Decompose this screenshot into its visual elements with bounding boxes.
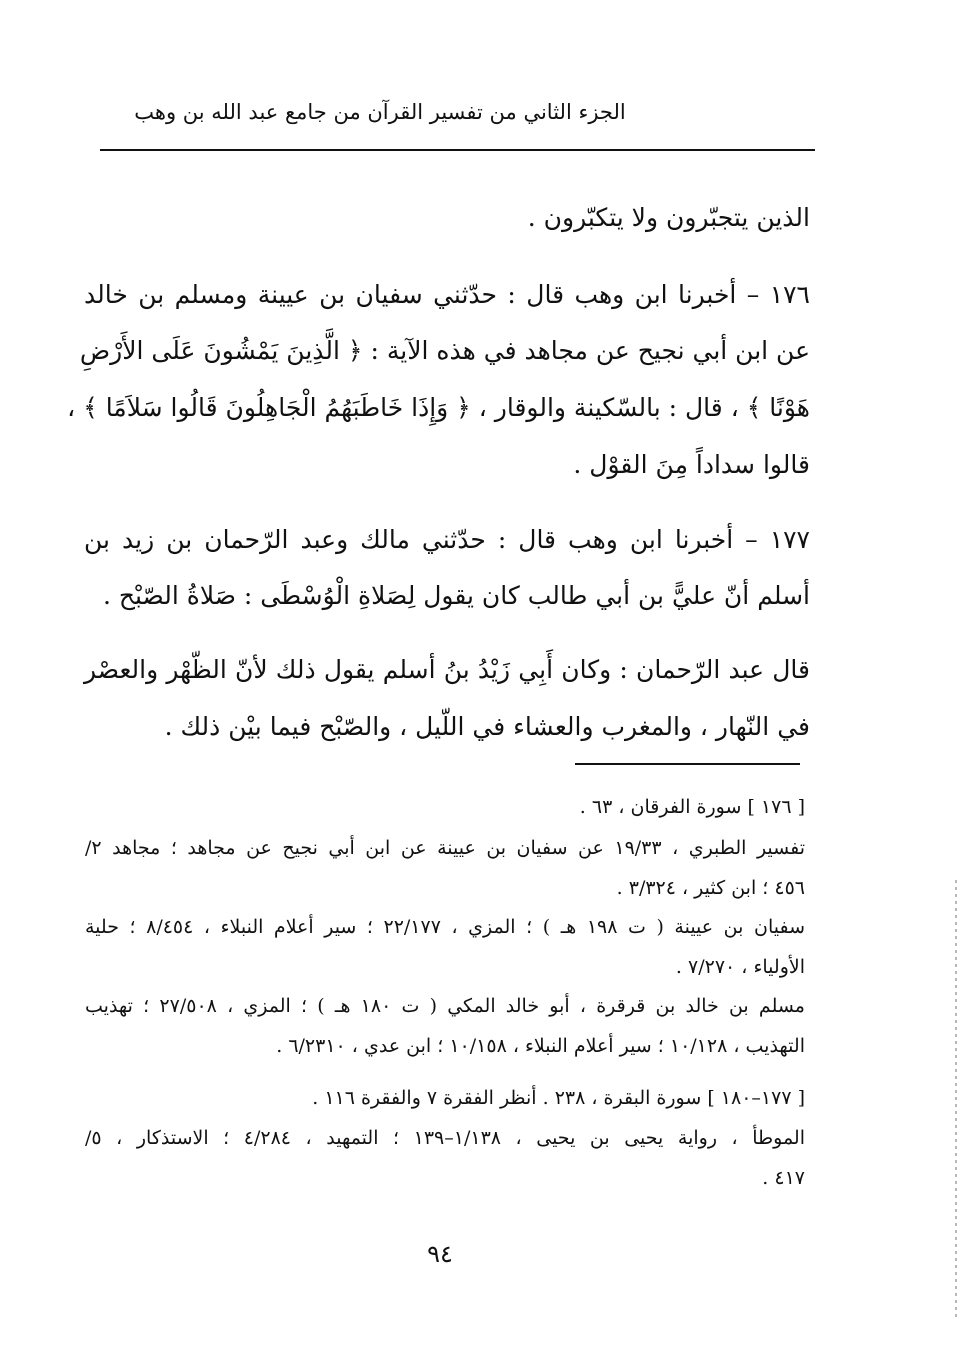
footnote-line: التهذيب ، ١٠/١٢٨ ؛ سير أعلام النبلاء ، ١٠/١٥٨ ؛ ابن عدي ، ٦/٢٣١٠ . xyxy=(276,1035,805,1057)
footnote-line: ٤١٧ . xyxy=(762,1167,805,1189)
footnote-rule xyxy=(575,763,800,765)
footnote-line: الموطأ ، رواية يحيى بن يحيى ، ١/١٣٨–١٣٩ ؛ التمهيد ، ٤/٢٨٤ ؛ الاستذكار ، ٥/ xyxy=(85,1127,806,1149)
body-line: الذين يتجبّرون ولا يتكبّرون . xyxy=(527,203,810,232)
footnote-line: ٤٥٦ ؛ ابن كثير ، ٣/٣٢٤ . xyxy=(616,877,805,899)
footnote-line: الأولياء ، ٧/٢٧٠ . xyxy=(675,956,805,978)
page-number: ٩٤ xyxy=(427,1240,453,1268)
footnote-line: [ ١٧٧–١٨٠ ] سورة البقرة ، ٢٣٨ . أنظر الفقرة ٧ والفقرة ١١٦ . xyxy=(312,1087,805,1109)
body-line: قالوا سداداً مِنَ القوْل . xyxy=(573,450,810,479)
body-line: أسلم أنّ عليًّ بن أبي طالب كان يقول لِصَلاةِ الْوُسْطَى : صَلاةُ الصّبْح . xyxy=(102,581,810,610)
footnote-line: سفيان بن عيينة ( ت ١٩٨ هـ ) ؛ المزي ، ٢٢/١٧٧ ؛ سير أعلام النبلاء ، ٨/٤٥٤ ؛ حلية xyxy=(85,916,805,938)
body-line: قال عبد الرّحمان : وكان أَبِي زَيْدُ بنُ أسلم يقول ذلك لأنّ الظّهْر والعصْر xyxy=(84,655,810,684)
footnote-line: [ ١٧٦ ] سورة الفرقان ، ٦٣ . xyxy=(579,796,805,818)
body-line: ١٧٦ – أخبرنا ابن وهب قال : حدّثني سفيان بن عيينة ومسلم بن خالد xyxy=(84,280,810,309)
body-line: في النّهار ، والمغرب والعشاء في اللّيل ، والصّبْح فيما بيْن ذلك . xyxy=(164,712,810,741)
body-line: عن ابن أبي نجيح عن مجاهد في هذه الآية : ﴿ الَّذِينَ يَمْشُونَ عَلَى الأَرْضِ xyxy=(79,336,810,365)
body-line: هَوْنًا ﴾ ، قال : بالسّكينة والوقار ، ﴿ وَإِذَا خَاطَبَهُمُ الْجَاهِلُونَ قَالُوا سَلاَمًا ﴾ ، xyxy=(67,393,810,422)
header-rule xyxy=(100,149,815,151)
footnote-line: تفسير الطبري ، ١٩/٣٣ عن سفيان بن عيينة عن ابن أبي نجيح عن مجاهد ؛ مجاهد ٢/ xyxy=(85,837,806,859)
running-header: الجزء الثاني من تفسير القرآن من جامع عبد الله بن وهب xyxy=(134,100,626,124)
scan-edge-artifact xyxy=(955,880,957,1320)
footnote-line: مسلم بن خالد بن قرقرة ، أبو خالد المكي ( ت ١٨٠ هـ ) ؛ المزي ، ٢٧/٥٠٨ ؛ تهذيب xyxy=(85,995,805,1017)
body-line: ١٧٧ – أخبرنا ابن وهب قال : حدّثني مالك وعبد الرّحمان بن زيد بن xyxy=(84,525,810,554)
